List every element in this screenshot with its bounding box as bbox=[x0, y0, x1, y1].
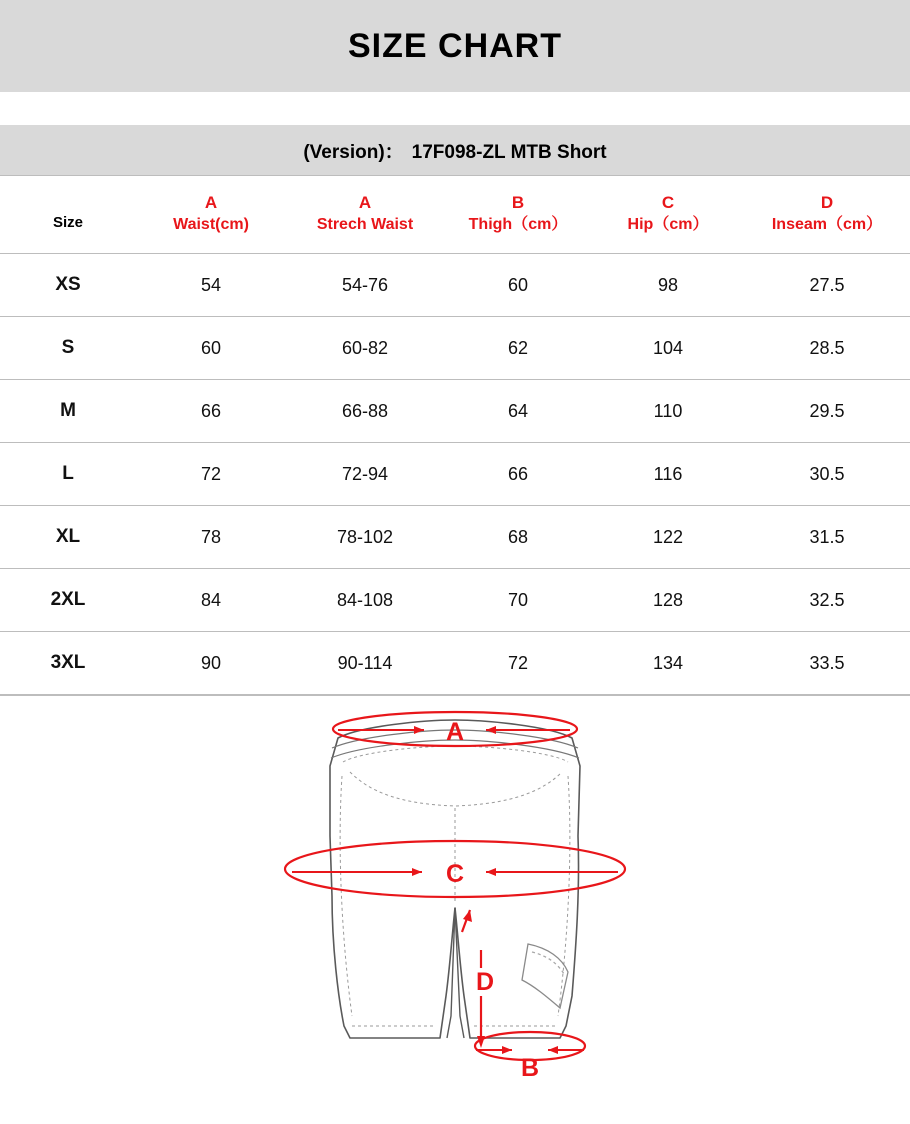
cell-inseam: 30.5 bbox=[744, 443, 910, 506]
cell-waist: 54 bbox=[136, 254, 286, 317]
column-header-thigh bbox=[444, 176, 592, 254]
table-row bbox=[0, 569, 910, 632]
cell-hip: 134 bbox=[592, 632, 744, 695]
measure-b-arrow-left bbox=[502, 1046, 512, 1054]
measure-label-b: B bbox=[520, 1054, 540, 1082]
table-header bbox=[0, 176, 910, 254]
cell-inseam: 31.5 bbox=[744, 506, 910, 569]
cell-thigh: 62 bbox=[444, 317, 592, 380]
measure-label-a: A bbox=[445, 718, 465, 746]
shorts-diagram-svg bbox=[0, 696, 910, 1101]
cell-size: L bbox=[0, 443, 136, 506]
cell-strech: 72-94 bbox=[286, 443, 444, 506]
page-title: SIZE CHART bbox=[348, 26, 562, 65]
table-row bbox=[0, 317, 910, 380]
cell-thigh: 64 bbox=[444, 380, 592, 443]
cell-size: 2XL bbox=[0, 569, 136, 632]
cell-hip: 110 bbox=[592, 380, 744, 443]
column-header-strech-waist-label: Strech Waist bbox=[316, 215, 414, 233]
column-letter-a2: A bbox=[358, 192, 372, 212]
size-table bbox=[0, 175, 910, 695]
cell-strech: 90-114 bbox=[286, 632, 444, 695]
column-header-hip-label: Hip（cm） bbox=[627, 215, 709, 233]
cell-size: 3XL bbox=[0, 632, 136, 695]
cell-size: XL bbox=[0, 506, 136, 569]
cell-hip: 128 bbox=[592, 569, 744, 632]
column-letter-c: C bbox=[661, 192, 675, 212]
cell-hip: 98 bbox=[592, 254, 744, 317]
cell-inseam: 32.5 bbox=[744, 569, 910, 632]
measure-label-d: D bbox=[475, 968, 495, 996]
measurement-diagram bbox=[0, 695, 910, 1101]
cell-hip: 116 bbox=[592, 443, 744, 506]
table-row bbox=[0, 632, 910, 695]
cell-thigh: 66 bbox=[444, 443, 592, 506]
cell-inseam: 28.5 bbox=[744, 317, 910, 380]
cell-size: S bbox=[0, 317, 136, 380]
table-header-row bbox=[0, 176, 910, 254]
cell-size: XS bbox=[0, 254, 136, 317]
column-letter-d: D bbox=[820, 192, 834, 212]
cell-waist: 90 bbox=[136, 632, 286, 695]
cell-waist: 60 bbox=[136, 317, 286, 380]
cell-thigh: 60 bbox=[444, 254, 592, 317]
cell-inseam: 29.5 bbox=[744, 380, 910, 443]
cell-hip: 104 bbox=[592, 317, 744, 380]
cell-waist: 72 bbox=[136, 443, 286, 506]
cell-thigh: 70 bbox=[444, 569, 592, 632]
cell-size: M bbox=[0, 380, 136, 443]
table-row bbox=[0, 380, 910, 443]
column-header-hip bbox=[592, 176, 744, 254]
column-header-inseam bbox=[744, 176, 910, 254]
spacer bbox=[0, 92, 910, 125]
version-text bbox=[303, 137, 606, 164]
cell-strech: 84-108 bbox=[286, 569, 444, 632]
cell-strech: 60-82 bbox=[286, 317, 444, 380]
table-row bbox=[0, 443, 910, 506]
table-body bbox=[0, 254, 910, 695]
cell-inseam: 27.5 bbox=[744, 254, 910, 317]
table-row bbox=[0, 254, 910, 317]
cell-strech: 78-102 bbox=[286, 506, 444, 569]
column-header-waist bbox=[136, 176, 286, 254]
column-header-waist-label: Waist(cm) bbox=[173, 215, 249, 233]
table-row bbox=[0, 506, 910, 569]
cell-waist: 66 bbox=[136, 380, 286, 443]
cell-waist: 84 bbox=[136, 569, 286, 632]
column-header-size bbox=[0, 176, 136, 254]
cell-waist: 78 bbox=[136, 506, 286, 569]
measure-label-c: C bbox=[445, 860, 465, 888]
cell-hip: 122 bbox=[592, 506, 744, 569]
version-band bbox=[0, 125, 910, 175]
column-header-size-label: Size bbox=[52, 213, 83, 231]
cell-strech: 66-88 bbox=[286, 380, 444, 443]
column-header-strech-waist bbox=[286, 176, 444, 254]
cell-inseam: 33.5 bbox=[744, 632, 910, 695]
column-letter-a1: A bbox=[204, 192, 218, 212]
measure-b-arrow-right bbox=[548, 1046, 558, 1054]
cell-thigh: 68 bbox=[444, 506, 592, 569]
cell-strech: 54-76 bbox=[286, 254, 444, 317]
column-header-inseam-label: Inseam（cm） bbox=[771, 215, 883, 233]
column-header-thigh-label: Thigh（cm） bbox=[468, 215, 568, 233]
column-letter-b: B bbox=[511, 192, 525, 212]
title-band bbox=[0, 0, 910, 92]
cell-thigh: 72 bbox=[444, 632, 592, 695]
version-label: (Version)： bbox=[303, 141, 404, 163]
version-value: 17F098-ZL MTB Short bbox=[411, 141, 607, 163]
